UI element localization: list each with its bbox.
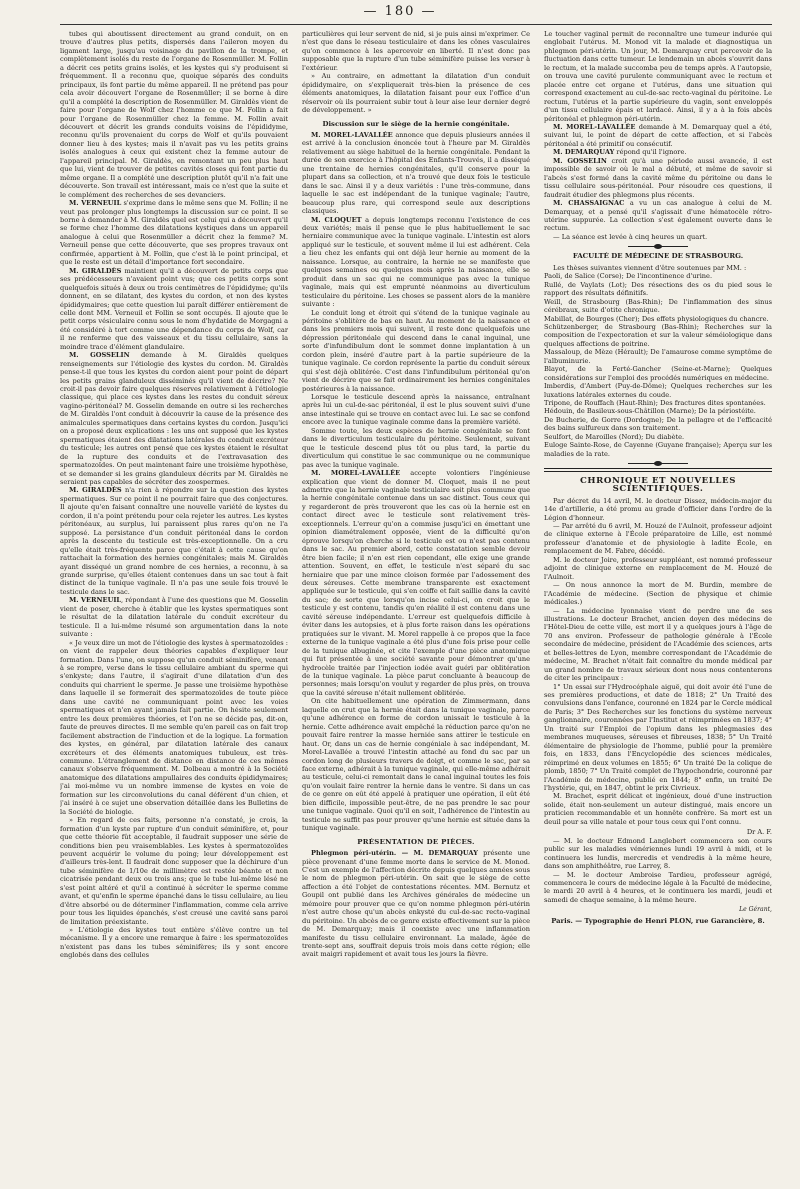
paragraph: M. MOREL-LAVALLÉE annonce que depuis plusieurs années il est arrivé à la conclusion énoncée tout à l'heure par M. Giraldès relativement au siège habituel de la hernie congénitale. Pendant la durée de son exercice à l'hôpital des Enfants-Trouvés, il a disséqué une trentaine de hernies congénitales, qu'il conserve pour la plupart dans sa collection, et n'a trouvé que deux fois le testicule dans le sac. Ainsi il y a deux variétés : l'une très-commune, dans laquelle le sac est indépendant de la tunique vaginale; l'autre, beaucoup plus rare, qui correspond seule aux descriptions classiques. — [302, 130, 530, 216]
paragraph: Phlegmon péri-utérin. — M. DEMARQUAY présente une pièce provenant d'une femme morte dans le service de M. Monod. C'est un exemple de l'affection décrite depuis quelques années sous le nom de phlegmon péri-utérin. On sait que le siège de cette affection a été l'objet de contestations récentes. MM. Bernutz et Goupil ont publié dans les Archives générales de médecine un mémoire pour prouver que ce qu'on nomme phlegmon péri-utérin n'est autre chose qu'un abcès enkysté du cul-de-sac recto-vaginal du péritoine. Un abcès de ce genre existe effectivement sur la pièce de M. Demarquay; mais il coexiste avec une inflammation manifeste du tissu cellulaire environnant. La malade, âgée de trente-sept ans, souffrait depuis trois mois dans cette région; elle avait maigri rapidement et avait tous les jours la fièvre. — [302, 849, 530, 959]
speaker-name: M. DEMARQUAY — [553, 148, 615, 157]
speaker-name: M. MOREL-LAVALLÉE — [311, 130, 393, 139]
printer-imprint: Paris. — Typographie de Henri PLON, rue Garancière, 8. — [551, 916, 765, 925]
paragraph: — On nous annonce la mort de M. Burdin, membre de l'Académie de médecine. (Section de physique et chimie médicales.) — [544, 581, 772, 607]
paragraph: M. VERNEUIL, répondant à l'une des questions que M. Gosselin vient de poser, cherche à établir que les kystes spermatiques sont le résultat de la dilatation latérale du conduit excréteur du testicule. Il a lui-même résumé son argumentation dans la note suivante : — [60, 596, 288, 639]
speaker-name: M. MOREL-LAVALLÉE — [553, 122, 636, 131]
gerant-label: Le Gérant, — [739, 906, 772, 914]
paragraph: Somme toute, les deux espèces de hernie congénitale se font dans le diverticulum testiculaire du péritoine. Seulement, suivant que le testicule descend plus tôt ou plus tard, la partie du diverticulum qui constitue le sac communique ou ne communique pas avec la tunique vaginale. — [302, 426, 530, 469]
list-item: Hédouin, de Basileux-sous-Châtillon (Marne); De la périostéite. — [544, 407, 756, 416]
list-item: De Bucherie, de Gorre (Dordogne); De la pellagre et de l'efficacité des bains sulfureux dans son traitement. — [544, 415, 772, 433]
paragraph: tubes qui aboutissent directement au grand conduit, on en trouve d'autres plus petits, dispersés dans l'aileron moyen du ligament large, jusqu'au voisinage du pavillon de la trompe, et complètement isolés du reste de l'organe de Rosenmüller. M. Follin a décrit ces petits grains isolés, et les kystes qui s'y produisent si fréquemment. Il a reconnu que, quoique séparés des conduits principaux, ils font partie du même appareil. Il ne prétend pas pour cela avoir découvert l'organe de Rosenmüller; il se borne à dire qu'il a complété la description de Rosenmüller. M. Giraldès vient de faire pour l'organe de Wolf chez l'homme ce que M. Follin a fait pour l'organe de Rosenmüller chez la femme. M. Follin avait découvert et décrit les grands conduits voisins de l'épididyme, reconnu qu'ils provenaient du corps de Wolf et qu'ils pouvaient donner lieu à des kystes; mais il n'avait pas vu les petits grains isolés analogues à ceux qui existent chez la femme autour de l'appareil principal. M. Giraldès, en remontant un peu plus haut que lui, vient de trouver de petites cavités closes qui font partie du même organe. Il a complété une description plutôt qu'il n'a fait une découverte. Son travail est intéressant, mais ce n'est que la suite et le complément des recherches de ses devanciers. — [60, 30, 288, 199]
header-rule — [60, 24, 772, 25]
ornament-divider — [628, 246, 688, 247]
paragraph: Les thèses suivantes viennent d'être soutenues par MM. : — [553, 263, 747, 272]
list-item: Blayot, de la Ferté-Gancher (Seine-et-Marne); Quelques considérations sur l'emploi des procédés numériques en médecine. — [544, 365, 772, 382]
paragraph: Lorsque le testicule descend après la naissance, entraînant après lui un cul-de-sac péritonéal, il est le plus souvent suivi d'une anse intestinale qui se trouve en contact avec lui. Le sac se confond encore avec la tunique vaginale comme dans la première variété. — [302, 393, 530, 427]
speaker-name: — M. DEMARQUAY — [396, 849, 478, 858]
author-signature: Dr A. F. — [746, 828, 772, 837]
speaker-name: M. CHASSAIGNAC — [553, 199, 625, 208]
list-item: Mabillat, de Bourges (Cher); Des effets physiologiques du chancre. — [544, 314, 769, 323]
speaker-name: M. VERNEUIL — [69, 199, 122, 208]
speaker-name: M. GOSSELIN — [553, 156, 607, 165]
paragraph: — La séance est levée à cinq heures un quart. — [553, 232, 708, 241]
section-heading: FACULTÉ DE MÉDECINE DE STRASBOURG. — [572, 252, 744, 261]
column-3 — [544, 30, 772, 1170]
paragraph: M. Brachet, esprit délicat et ingénieux, doué d'une instruction solide, était non-seulement un auteur distingué, mais encore un praticien recommandable et un honnête confrère. Sa mort est un deuil pour sa ville natale et pour tous ceux qui l'ont connu. — [544, 792, 772, 826]
list-item: Seulfort, de Maroilles (Nord); Du diabète. — [544, 432, 685, 441]
ornament-divider — [628, 463, 688, 464]
column-1 — [60, 30, 288, 1170]
speaker-name: M. CLOQUET — [311, 215, 362, 224]
double-rule — [544, 468, 772, 472]
paragraph: Le conduit long et étroit qui s'étend de la tunique vaginale au péritoine s'oblitère de bas en haut. Au moment de la naissance et dans les premiers mois qui suivent, il reste donc quelquefois une dépression péritonéale qui descend dans le canal inguinal, une sorte d'infundibulum dont le sommet donne implantation à un cordon plein, inséré d'autre part à la partie supérieure de la tunique vaginale. Ce cordon représente la partie du conduit séreux qui s'est déjà oblitérée. C'est dans l'infundibulum péritonéal qu'on vient de décrire que se fait ordinairement les hernies congénitales postérieures à la naissance. — [302, 308, 530, 393]
list-item: Euloge Sainte-Rose, de Cayenne (Guyane française); Aperçu sur les maladies de la rate. — [544, 441, 772, 458]
column-2 — [302, 30, 530, 1170]
paragraph: M. GOSSELIN croit qu'à une période aussi avancée, il est impossible de savoir où le mal a débuté, et même de savoir si l'abcès s'est formé dans la cavité même du péritoine ou dans le tissu cellulaire sous-péritonéal. Pour résoudre ces questions, il faudrait étudier des phlegmons plus récents. — [544, 156, 772, 199]
paragraph: M. GIRALDÈS maintient qu'il a découvert de petits corps que ses prédécesseurs n'avaient point vus; que ces petits corps sont quelquefois situés à deux ou trois centimètres de l'épididyme; qu'ils donnent, en se dilatant, des kystes du cordon, et non des kystes épididymaires; que cette question lui paraît différer entièrement de celle dont MM. Verneuil et Follin se sont occupés. Il ajoute que le petit corps vésiculaire connu sous le nom d'hydatide de Morgagni a été considéré à tort comme une dépendance du corps de Wolf, car il ne renferme que des vaisseaux et du tissu cellulaire, sans la moindre trace d'élément glandulaire. — [60, 266, 288, 351]
list-item: Massaloup, de Mèze (Hérault); De l'amaurose comme symptôme de l'albuminurie. — [544, 348, 772, 365]
paragraph: particulières qui leur servent de nid, si je puis ainsi m'exprimer. Ce n'est que dans le réseau testiculaire et dans les cônes vasculaires qu'on commence à les apercevoir en liberté. Il n'est donc pas supposable que la rupture d'un tube séminifère puisse les verser à l'extérieur. — [302, 30, 530, 72]
case-title: Phlegmon péri-utérin. — [311, 849, 397, 858]
list-item: Imberdis, d'Ambert (Puy-de-Dôme); Quelques recherches sur les luxations latérales externes du coude. — [544, 382, 772, 399]
paragraph: M. GIRALDÈS n'a rien à répondre sur la question des kystes spermatiques. Sur ce point il ne pourrait faire que des conjectures. Il ajoute qu'en faisant connaître une nouvelle variété de kystes du cordon, il n'a point prétendu pour cela rejeter les autres. Les kystes péritonéaux, au surplus, lui paraissent plus rares qu'on ne l'a supposé. La persistance d'un conduit péritonéal dans le cordon après la descente du testicule est très-exceptionnelle. On a cru qu'elle était très-fréquente parce que c'était à cette cause qu'on rattachait la formation des hernies congénitales; mais M. Giraldès ayant disséqué un grand nombre de ces hernies, a reconnu, à sa grande surprise, qu'elles étaient contenues dans un sac tout à fait distinct de la tunique vaginale. Il n'a pas une seule fois trouvé le testicule dans le sac. — [60, 486, 288, 596]
speaker-name: M. MOREL-LAVALLÉE — [311, 469, 401, 478]
paragraph: » Au contraire, en admettant la dilatation d'un conduit épididymaire, on s'expliquerait très-bien la présence de ces éléments anatomiques, la dilatation faisant pour eux l'office d'un réservoir où ils pourraient subir tout à leur aise leur dernier degré de développement. » — [302, 72, 530, 115]
paragraph: « Je veux dire un mot de l'étiologie des kystes à spermatozoïdes : on vient de rappeler deux théories capables d'expliquer leur formation. Dans l'une, on suppose qu'un conduit séminifère, venant à se rompre, verse dans le tissu cellulaire ambiant du sperme qui s'enkyste; dans l'autre, il s'agirait d'une dilatation d'un des conduits qui charrient le sperme. Je passe une troisième hypothèse dans laquelle il se formerait des spermatozoïdes de toute pièce dans une cavité ne communiquant point avec les voies spermatiques et n'en ayant jamais fait partie. On hésite seulement entre les deux premières théories, et l'on ne se décide pas, dit-on, faute de preuves directes. Il me semble qu'en pareil cas on fait trop facilement abstraction de l'induction et de la logique. La formation des kystes, en général, par dilatation latérale des canaux excréteurs et des éléments anatomiques tubuleux, est très-commune. L'étranglement de distance en distance de ces mêmes canaux s'observe fréquemment. M. Dolbeau a montré à la Société anatomique des dilatations ampullaires des conduits épididymaires; j'ai moi-même vu un nombre immense de kystes en voie de formation sur les circonvolutions du canal déférent d'un chien, et j'ai inséré à ce sujet une observation détaillée dans les Bulletins de la Société de biologie. — [60, 638, 288, 816]
paragraph: — M. le docteur Edmond Langlebert commencera son cours public sur les maladies vénériennes lundi 19 avril à midi, et le continuera les lundis, mercredis et vendredis à la même heure, dans son amphithéâtre, rue Larrey, 8. — [544, 836, 772, 871]
paragraph: M. GOSSELIN demande à M. Giraldès quelques renseignements sur l'étiologie des kystes du cordon. M. Giraldès pense-t-il que tous les kystes du cordon aient pour point de départ les petits grains glanduleux disséminés qu'il vient de décrire? Ne croit-il pas devoir faire quelques réserves relativement à l'étiologie classique, qui place ces kystes dans les restes du conduit séreux vagino-péritonéal? M. Gosselin demande en outre si les recherches de M. Giraldès l'ont conduit à découvrir la cause de la présence des animalcules spermatiques dans certains kystes du cordon. Jusqu'ici on a proposé deux explications : les uns ont supposé que les kystes spermatiques étaient des dilatations latérales du conduit excréteur du testicule; les autres ont pensé que ces kystes étaient le résultat de la rupture des conduits et de l'extravasation des spermatozoïdes. On peut maintenant faire une troisième hypothèse, et se demander si les grains glanduleux décrits par M. Giraldès ne seraient pas capables de sécréter des zoospermes. — [60, 351, 288, 487]
paragraph: 1° Un essai sur l'Hydrocéphale aiguë, qui doit avoir été l'une de ses premières productions, et date de 1818; 2° Un Traité des convulsions dans l'enfance, couronné en 1824 par le Cercle médical de Paris; 3° Des Recherches sur les fonctions du système nerveux ganglionnaire, couronnées par l'Institut et réimprimées en 1837; 4° Un traité sur l'Emploi de l'opium dans les phlegmasies des membranes muqueuses, séreuses et fibreuses, 1838; 5° Un Traité élémentaire de physiologie de l'homme, publié pour la première fois, en 1833, dans l'Encyclopédie des sciences médicales, réimprimé en deux volumes en 1855; 6° Un traité De la colique de plomb, 1850; 7° Un Traité complet de l'hypochondrie, couronné par l'Académie de médecine, publié en 1844; 8° enfin, un traité De l'hystérie, qui, en 1847, obtint le prix Civrieux. — [544, 682, 772, 793]
speaker-name: M. GOSSELIN — [69, 351, 130, 360]
list-item: Tripone, de Rouffach (Haut-Rhin); Des fractures dites spontanées. — [544, 399, 766, 408]
speaker-name: M. VERNEUIL — [69, 596, 122, 605]
section-heading: CHRONIQUE ET NOUVELLES SCIENTIFIQUES. — [579, 475, 737, 495]
paragraph: M. le docteur Joire, professeur suppléant, est nommé professeur adjoint de clinique externe en remplacement de M. Houzé de l'Aulnoit. — [544, 555, 772, 581]
paragraph: M. CHASSAIGNAC a vu un cas analogue à celui de M. Demarquay, et a pensé qu'il s'agissait d'une hématocèle rétro-utérine suppurée. La collection s'est également ouverte dans le rectum. — [544, 199, 772, 233]
paragraph: » L'étiologie des kystes tout entière s'élève contre un tel mécanisme. Il y a encore une remarque à faire : les spermatozoïdes n'existent pas dans les tubes séminifères; ils y sont encore englobés dans des cellules — [60, 926, 288, 960]
paragraph: M. MOREL-LAVALLÉE accepte volontiers l'ingénieuse explication que vient de donner M. Cloquet, mais il ne peut admettre que la hernie vaginale testiculaire soit plus commune que la hernie congénitale contenue dans un sac distinct. Tous ceux qui y regarderont de près trouveront que les cas où la hernie est en contact direct avec le testicule sont relativement très-exceptionnels. L'erreur qu'on a commise jusqu'ici en émettant une opinion diamétralement opposée, vient de la difficulté qu'on éprouve lorsqu'on cherche si le testicule est ou n'est pas contenu dans le sac. Au premier abord, cette constatation semble devoir être bien facile; il n'en est rien cependant, elle exige une grande attention. Souvent, en effet, le testicule n'est séparé du sac herniaire que par une mince cloison formée par l'adossement des deux séreuses. Cette membrane transparente est exactement appliquée sur le testicule, qui s'en coiffe et fait saillie dans la cavité du sac; de sorte que lorsqu'on incise celui-ci, on croit que le testicule y est contenu, tandis qu'en réalité il est contenu dans une cavité séreuse indépendante. L'erreur est quelquefois difficile à éviter dans les autopsies, et à plus forte raison dans les opérations pratiquées sur le vivant. M. Morel rappelle à ce propos que la face externe de la tunique vaginale a été plus d'une fois prise pour celle de la tunique albuginée, et cite l'exemple d'une pièce anatomique qui fut présentée à une société savante pour démontrer qu'une hydrocèle traitée par l'injection iodée avait guéri par oblitération de la tunique vaginale. La pièce parut concluante à beaucoup de personnes; mais lorsqu'on voulut y regarder de plus près, on trouva que la cavité séreuse n'était nullement oblitérée. — [302, 469, 530, 697]
paragraph: — La médecine lyonnaise vient de perdre une de ses illustrations. Le docteur Brachet, ancien doyen des médecins de l'Hôtel-Dieu de cette ville, est mort il y a quelques jours à l'âge de 70 ans environ. Professeur de pathologie générale à l'École secondaire de médecine, président de l'Académie des sciences, arts et belles-lettres de Lyon, membre correspondant de l'Académie de médecine, M. Brachet n'était fait connaître du monde médical par un grand nombre de travaux sérieux dont nous nous contenterons de citer les principaux : — [544, 606, 772, 683]
paragraph: Par décret du 14 avril, M. le docteur Dissez, médecin-major du 14e d'artillerie, a été promu au grade d'officier dans l'ordre de la Légion d'honneur. — [544, 496, 772, 522]
list-item: Rullé, de Vaylats (Lot); Des résections des os du pied sous le rapport des résultats définitifs. — [544, 280, 772, 298]
paragraph: M. DEMARQUAY répond qu'il l'ignore. — [553, 148, 687, 157]
list-item: Paoli, de Salice (Corse); De l'incontinence d'urine. — [544, 272, 713, 281]
list-item: Schützenberger, de Strasbourg (Bas-Rhin); Recherches sur la composition de l'expectoration et sur la valeur séméiologique dans quelques affections de poitrine. — [544, 322, 772, 348]
speaker-name: M. GIRALDÈS — [69, 266, 122, 275]
paragraph: M. CLOQUET a depuis longtemps reconnu l'existence de ces deux variétés; mais il pense que le plus habituellement le sac herniaire communique avec la tunique vaginale. L'intestin est alors appliqué sur le testicule, et souvent même il lui est adhérent. Cela a lieu chez les enfants qui ont déjà leur hernie au moment de la naissance. Lorsque, au contraire, la hernie ne se manifeste que quelques semaines ou quelques mois après la naissance, elle se produit dans un sac qui ne communique pas avec la tunique vaginale, mais qui est emprunté néanmoins au diverticulum testiculaire du péritoine. Les choses se passent alors de la manière suivante : — [302, 215, 530, 309]
theses-list — [544, 272, 772, 458]
list-item: Weill, de Strasbourg (Bas-Rhin); De l'inflammation des sinus cérébraux, suite d'otite chronique. — [544, 297, 772, 315]
paragraph: M. MOREL-LAVALLÉE demande à M. Demarquay quel a été, suivant lui, le point de départ de cette affection, et si l'abcès péritonéal a été primitif ou consécutif. — [544, 122, 772, 148]
section-heading: Discussion sur le siège de la hernie congénitale. — [322, 119, 510, 128]
section-heading: PRÉSENTATION DE PIÈCES. — [357, 837, 475, 846]
paragraph: M. VERNEUIL s'exprime dans le même sens que M. Follin; il ne veut pas prolonger plus longtemps la discussion sur ce point. Il se borne à demander à M. Giraldès quel est celui qui a découvert qu'il se forme chez l'homme des dilatations kystiques dans un appareil analogue à celui que Rosenmüller a décrit chez la femme? M. Verneuil pense que cette découverte, que ses propres travaux ont confirmée, appartient à M. Follin, que c'est là le point principal, et que le reste est un détail d'importance fort secondaire. — [60, 199, 288, 267]
speaker-name: M. GIRALDÈS — [69, 486, 122, 495]
paragraph: — Par arrêté du 6 avril, M. Houzé de l'Aulnoit, professeur adjoint de clinique externe à l'École préparatoire de Lille, est nommé professeur d'anatomie et de physiologie à ladite École, en remplacement de M. Fabre, décédé. — [544, 521, 772, 556]
paragraph: — M. le docteur Ambroise Tardieu, professeur agrégé, commencera le cours de médecine légale à la Faculté de médecine, le mardi 20 avril à 4 heures, et le continuera les mardi, jeudi et samedi de chaque semaine, à la même heure. — [544, 870, 772, 904]
paragraph: On cite habituellement une opération de Zimmermann, dans laquelle on crut que la hernie était dans la tunique vaginale, parce qu'une adhérence en forme de cordon unissait le testicule à la hernie. Cette adhérence avait empêché la réduction parce qu'on ne pouvait faire rentrer la masse herniée sans attirer le testicule en haut. Or, dans un cas de hernie congéniale à sac indépendant, M. Morel-Lavallée a trouvé l'intestin attaché au fond du sac par un cordon long de plusieurs travers de doigt, et comme le sac, par sa face externe, adhérait à la tunique vaginale, qui elle-même adhérait au testicule, celui-ci remontait dans le canal inguinal toutes les fois qu'on voulait faire rentrer la hernie dans le ventre. Si dans un cas de ce genre on eût été appelé à pratiquer une opération, il eût été bien difficile, impossible peut-être, de ne pas prendre le sac pour une tunique vaginale. Quoi qu'il en soit, l'adhérence de l'intestin au testicule ne suffit pas pour prouver qu'une hernie est située dans la tunique vaginale. — [302, 697, 530, 833]
page-number: — 180 — — [363, 4, 437, 19]
paragraph: » En regard de ces faits, personne n'a constaté, je crois, la formation d'un kyste par rupture d'un conduit séminifère, et, pour que cette théorie fût acceptable, il faudrait supposer une série de conditions bien peu vraisemblables. Les kystes à spermatozoïdes peuvent acquérir le volume du poing; leur développement est d'ailleurs très-lent. Il faudrait donc supposer que la déchirure d'un tube séminifère de 1/10e de millimètre est restée béante et non cicatrisée pendant deux ou trois ans; que le tube lui-même lésé ne s'est point altéré et qu'il a continué à sécréter le sperme comme avant, et qu'enfin le sperme épanché dans le tissu cellulaire, au lieu d'être absorbé ou de déterminer l'inflammation, comme cela arrive pour tous les liquides épanchés, s'est creusé une cavité sans paroi de limitation préexistante. — [60, 816, 288, 926]
paragraph: Le toucher vaginal permit de reconnaître une tumeur indurée qui englobait l'utérus. M. Monod vit la malade et diagnostiqua un phlegmon péri-utérin. Un jour, M. Demarquay crut percevoir de la fluctuation dans cette tumeur. Le lendemain un abcès s'ouvrit dans le rectum, et la malade succomba peu de temps après. A l'autopsie, on trouva une cavité purulente communiquant avec le rectum et placée entre cet organe et l'utérus, dans une situation qui correspond exactement au cul-de-sac recto-vaginal du péritoine. Le rectum, l'utérus et la partie supérieure du vagin, sont enveloppés d'un tissu cellulaire épais et lardacé. Ainsi, il y a à la fois abcès péritonéal et phlegmon péri-utérin. — [544, 30, 772, 123]
